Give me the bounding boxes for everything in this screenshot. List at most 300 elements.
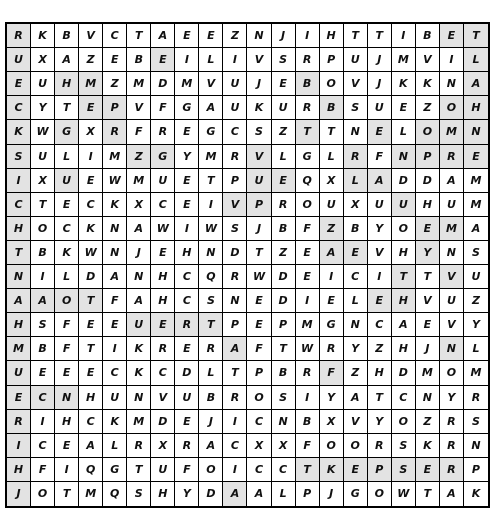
letter-cell[interactable]: M: [175, 72, 199, 96]
letter-cell[interactable]: E: [175, 24, 199, 48]
letter-cell[interactable]: L: [272, 482, 296, 506]
letter-cell[interactable]: S: [272, 386, 296, 410]
letter-cell[interactable]: L: [464, 337, 488, 361]
letter-cell[interactable]: L: [199, 361, 223, 385]
letter-cell[interactable]: F: [368, 145, 392, 169]
letter-cell[interactable]: N: [7, 265, 31, 289]
letter-cell[interactable]: M: [127, 169, 151, 193]
letter-cell[interactable]: C: [55, 217, 79, 241]
letter-cell[interactable]: O: [31, 217, 55, 241]
letter-cell[interactable]: T: [368, 24, 392, 48]
letter-cell[interactable]: Y: [31, 96, 55, 120]
letter-cell[interactable]: C: [223, 434, 247, 458]
letter-cell[interactable]: M: [127, 72, 151, 96]
letter-cell[interactable]: M: [392, 48, 416, 72]
letter-cell[interactable]: J: [247, 72, 271, 96]
letter-cell[interactable]: U: [31, 72, 55, 96]
letter-cell[interactable]: T: [272, 337, 296, 361]
letter-cell[interactable]: E: [79, 169, 103, 193]
letter-cell[interactable]: N: [344, 313, 368, 337]
letter-cell[interactable]: R: [175, 434, 199, 458]
letter-cell[interactable]: R: [223, 386, 247, 410]
letter-cell[interactable]: U: [223, 96, 247, 120]
letter-cell[interactable]: J: [320, 482, 344, 506]
letter-cell[interactable]: R: [464, 386, 488, 410]
letter-cell[interactable]: E: [175, 193, 199, 217]
letter-cell[interactable]: N: [464, 434, 488, 458]
letter-cell[interactable]: A: [199, 434, 223, 458]
letter-cell[interactable]: Y: [440, 386, 464, 410]
letter-cell[interactable]: U: [127, 313, 151, 337]
letter-cell[interactable]: S: [247, 120, 271, 144]
letter-cell[interactable]: M: [416, 361, 440, 385]
letter-cell[interactable]: K: [127, 361, 151, 385]
letter-cell[interactable]: T: [127, 24, 151, 48]
letter-cell[interactable]: X: [31, 169, 55, 193]
letter-cell[interactable]: T: [223, 361, 247, 385]
letter-cell[interactable]: W: [296, 337, 320, 361]
letter-cell[interactable]: Z: [223, 24, 247, 48]
letter-cell[interactable]: H: [368, 361, 392, 385]
letter-cell[interactable]: T: [464, 24, 488, 48]
letter-cell[interactable]: M: [296, 313, 320, 337]
letter-cell[interactable]: Q: [79, 458, 103, 482]
letter-cell[interactable]: O: [247, 386, 271, 410]
letter-cell[interactable]: D: [392, 169, 416, 193]
letter-cell[interactable]: F: [103, 289, 127, 313]
letter-cell[interactable]: C: [103, 361, 127, 385]
letter-cell[interactable]: T: [392, 265, 416, 289]
letter-cell[interactable]: D: [151, 410, 175, 434]
letter-cell[interactable]: O: [55, 289, 79, 313]
letter-cell[interactable]: N: [464, 120, 488, 144]
letter-cell[interactable]: L: [344, 169, 368, 193]
letter-cell[interactable]: U: [464, 265, 488, 289]
letter-cell[interactable]: Z: [272, 120, 296, 144]
letter-cell[interactable]: T: [416, 482, 440, 506]
letter-cell[interactable]: J: [272, 24, 296, 48]
letter-cell[interactable]: Z: [344, 361, 368, 385]
letter-cell[interactable]: C: [272, 458, 296, 482]
letter-cell[interactable]: D: [416, 169, 440, 193]
letter-cell[interactable]: U: [247, 169, 271, 193]
letter-cell[interactable]: S: [464, 410, 488, 434]
letter-cell[interactable]: H: [392, 241, 416, 265]
letter-cell[interactable]: T: [79, 337, 103, 361]
letter-cell[interactable]: A: [127, 217, 151, 241]
letter-cell[interactable]: T: [344, 24, 368, 48]
letter-cell[interactable]: N: [392, 145, 416, 169]
letter-cell[interactable]: E: [151, 48, 175, 72]
letter-cell[interactable]: H: [392, 289, 416, 313]
letter-cell[interactable]: Y: [464, 313, 488, 337]
letter-cell[interactable]: R: [440, 458, 464, 482]
letter-cell[interactable]: O: [368, 482, 392, 506]
letter-cell[interactable]: E: [464, 145, 488, 169]
letter-cell[interactable]: A: [464, 217, 488, 241]
letter-cell[interactable]: C: [368, 313, 392, 337]
letter-cell[interactable]: R: [223, 265, 247, 289]
letter-cell[interactable]: B: [127, 48, 151, 72]
letter-cell[interactable]: O: [296, 193, 320, 217]
letter-cell[interactable]: L: [320, 145, 344, 169]
letter-cell[interactable]: H: [392, 337, 416, 361]
letter-cell[interactable]: K: [416, 434, 440, 458]
letter-cell[interactable]: H: [464, 96, 488, 120]
letter-cell[interactable]: W: [199, 217, 223, 241]
letter-cell[interactable]: K: [416, 72, 440, 96]
letter-cell[interactable]: P: [247, 361, 271, 385]
letter-cell[interactable]: X: [320, 169, 344, 193]
letter-cell[interactable]: H: [416, 193, 440, 217]
letter-cell[interactable]: O: [440, 96, 464, 120]
letter-cell[interactable]: W: [31, 120, 55, 144]
letter-cell[interactable]: G: [296, 145, 320, 169]
letter-cell[interactable]: O: [392, 410, 416, 434]
letter-cell[interactable]: O: [320, 72, 344, 96]
letter-cell[interactable]: C: [223, 120, 247, 144]
letter-cell[interactable]: P: [247, 193, 271, 217]
letter-cell[interactable]: A: [320, 241, 344, 265]
letter-cell[interactable]: I: [392, 24, 416, 48]
letter-cell[interactable]: M: [464, 169, 488, 193]
letter-cell[interactable]: T: [416, 265, 440, 289]
letter-cell[interactable]: T: [368, 386, 392, 410]
letter-cell[interactable]: H: [151, 482, 175, 506]
letter-cell[interactable]: V: [440, 313, 464, 337]
letter-cell[interactable]: I: [296, 289, 320, 313]
letter-cell[interactable]: R: [344, 145, 368, 169]
letter-cell[interactable]: R: [296, 48, 320, 72]
letter-cell[interactable]: H: [320, 24, 344, 48]
letter-cell[interactable]: J: [127, 241, 151, 265]
letter-cell[interactable]: N: [223, 289, 247, 313]
letter-cell[interactable]: F: [31, 458, 55, 482]
letter-cell[interactable]: A: [55, 48, 79, 72]
letter-cell[interactable]: N: [127, 386, 151, 410]
letter-cell[interactable]: E: [55, 193, 79, 217]
letter-cell[interactable]: T: [296, 458, 320, 482]
letter-cell[interactable]: F: [55, 337, 79, 361]
letter-cell[interactable]: T: [320, 120, 344, 144]
letter-cell[interactable]: Z: [416, 96, 440, 120]
letter-cell[interactable]: L: [344, 289, 368, 313]
letter-cell[interactable]: G: [103, 458, 127, 482]
letter-cell[interactable]: R: [320, 337, 344, 361]
letter-cell[interactable]: R: [296, 96, 320, 120]
letter-cell[interactable]: U: [223, 72, 247, 96]
letter-cell[interactable]: C: [79, 193, 103, 217]
letter-cell[interactable]: X: [247, 434, 271, 458]
letter-cell[interactable]: C: [344, 265, 368, 289]
letter-cell[interactable]: Y: [175, 482, 199, 506]
letter-cell[interactable]: R: [296, 361, 320, 385]
letter-cell[interactable]: O: [320, 434, 344, 458]
letter-cell[interactable]: Z: [79, 48, 103, 72]
letter-cell[interactable]: S: [31, 313, 55, 337]
letter-cell[interactable]: V: [344, 72, 368, 96]
letter-cell[interactable]: M: [440, 217, 464, 241]
letter-cell[interactable]: W: [392, 482, 416, 506]
letter-cell[interactable]: Y: [175, 145, 199, 169]
letter-cell[interactable]: X: [320, 410, 344, 434]
letter-cell[interactable]: O: [31, 482, 55, 506]
letter-cell[interactable]: D: [175, 361, 199, 385]
letter-cell[interactable]: B: [416, 24, 440, 48]
letter-cell[interactable]: R: [272, 193, 296, 217]
letter-cell[interactable]: Z: [127, 145, 151, 169]
letter-cell[interactable]: E: [103, 313, 127, 337]
letter-cell[interactable]: E: [175, 337, 199, 361]
letter-cell[interactable]: G: [199, 120, 223, 144]
letter-cell[interactable]: K: [103, 193, 127, 217]
letter-cell[interactable]: D: [272, 265, 296, 289]
letter-cell[interactable]: E: [31, 361, 55, 385]
letter-cell[interactable]: K: [55, 241, 79, 265]
letter-cell[interactable]: H: [7, 217, 31, 241]
letter-cell[interactable]: I: [223, 48, 247, 72]
letter-cell[interactable]: E: [416, 217, 440, 241]
letter-cell[interactable]: T: [55, 96, 79, 120]
letter-cell[interactable]: A: [151, 24, 175, 48]
letter-cell[interactable]: C: [175, 289, 199, 313]
letter-cell[interactable]: E: [368, 289, 392, 313]
letter-cell[interactable]: C: [31, 434, 55, 458]
letter-cell[interactable]: E: [247, 289, 271, 313]
letter-cell[interactable]: A: [127, 289, 151, 313]
letter-cell[interactable]: S: [464, 241, 488, 265]
letter-cell[interactable]: C: [175, 265, 199, 289]
letter-cell[interactable]: J: [368, 48, 392, 72]
letter-cell[interactable]: S: [223, 217, 247, 241]
letter-cell[interactable]: D: [223, 241, 247, 265]
letter-cell[interactable]: N: [103, 217, 127, 241]
letter-cell[interactable]: R: [199, 337, 223, 361]
letter-cell[interactable]: B: [320, 96, 344, 120]
letter-cell[interactable]: D: [79, 265, 103, 289]
letter-cell[interactable]: A: [199, 96, 223, 120]
letter-cell[interactable]: V: [416, 48, 440, 72]
letter-cell[interactable]: D: [392, 361, 416, 385]
letter-cell[interactable]: B: [199, 386, 223, 410]
letter-cell[interactable]: Z: [320, 217, 344, 241]
letter-cell[interactable]: T: [31, 193, 55, 217]
letter-cell[interactable]: E: [440, 24, 464, 48]
letter-cell[interactable]: W: [151, 217, 175, 241]
letter-cell[interactable]: U: [272, 96, 296, 120]
letter-cell[interactable]: G: [320, 313, 344, 337]
letter-cell[interactable]: W: [247, 265, 271, 289]
letter-cell[interactable]: Q: [296, 169, 320, 193]
letter-cell[interactable]: F: [151, 96, 175, 120]
letter-cell[interactable]: P: [464, 458, 488, 482]
letter-cell[interactable]: A: [368, 169, 392, 193]
letter-cell[interactable]: K: [471, 487, 481, 501]
letter-cell[interactable]: C: [247, 458, 271, 482]
letter-cell[interactable]: K: [103, 410, 127, 434]
letter-cell[interactable]: V: [223, 193, 247, 217]
letter-cell[interactable]: V: [247, 145, 271, 169]
letter-cell[interactable]: N: [103, 241, 127, 265]
letter-cell[interactable]: U: [440, 289, 464, 313]
letter-cell[interactable]: S: [392, 434, 416, 458]
letter-cell[interactable]: N: [247, 24, 271, 48]
letter-cell[interactable]: U: [55, 169, 79, 193]
letter-cell[interactable]: E: [79, 361, 103, 385]
letter-cell[interactable]: H: [175, 241, 199, 265]
letter-cell[interactable]: Q: [199, 265, 223, 289]
letter-cell[interactable]: E: [320, 289, 344, 313]
letter-cell[interactable]: L: [272, 145, 296, 169]
letter-cell[interactable]: E: [7, 72, 31, 96]
letter-cell[interactable]: E: [199, 24, 223, 48]
letter-cell[interactable]: G: [55, 120, 79, 144]
letter-cell[interactable]: F: [55, 313, 79, 337]
letter-cell[interactable]: T: [296, 120, 320, 144]
letter-cell[interactable]: N: [127, 265, 151, 289]
letter-cell[interactable]: I: [440, 48, 464, 72]
letter-cell[interactable]: P: [272, 313, 296, 337]
letter-cell[interactable]: T: [55, 482, 79, 506]
letter-cell[interactable]: I: [175, 48, 199, 72]
letter-cell[interactable]: V: [416, 289, 440, 313]
letter-cell[interactable]: U: [103, 386, 127, 410]
letter-cell[interactable]: R: [223, 145, 247, 169]
letter-cell[interactable]: M: [464, 193, 488, 217]
letter-cell[interactable]: A: [440, 482, 464, 506]
letter-cell[interactable]: A: [223, 482, 247, 506]
letter-cell[interactable]: X: [79, 120, 103, 144]
letter-cell[interactable]: U: [7, 48, 31, 72]
letter-cell[interactable]: U: [151, 458, 175, 482]
letter-cell[interactable]: C: [31, 386, 55, 410]
letter-cell[interactable]: P: [320, 48, 344, 72]
letter-cell[interactable]: T: [199, 313, 223, 337]
letter-cell[interactable]: Q: [103, 482, 127, 506]
letter-cell[interactable]: I: [223, 410, 247, 434]
letter-cell[interactable]: V: [127, 96, 151, 120]
letter-cell[interactable]: L: [55, 145, 79, 169]
letter-cell[interactable]: I: [175, 217, 199, 241]
letter-cell[interactable]: H: [79, 386, 103, 410]
letter-cell[interactable]: T: [7, 241, 31, 265]
letter-cell[interactable]: U: [368, 193, 392, 217]
letter-cell[interactable]: U: [175, 386, 199, 410]
letter-cell[interactable]: N: [272, 410, 296, 434]
letter-cell[interactable]: O: [199, 458, 223, 482]
letter-cell[interactable]: Z: [464, 289, 488, 313]
letter-cell[interactable]: M: [464, 361, 488, 385]
letter-cell[interactable]: E: [175, 410, 199, 434]
letter-cell[interactable]: P: [223, 169, 247, 193]
letter-cell[interactable]: K: [320, 458, 344, 482]
letter-cell[interactable]: T: [247, 241, 271, 265]
letter-cell[interactable]: B: [296, 410, 320, 434]
letter-cell[interactable]: I: [31, 410, 55, 434]
letter-cell[interactable]: M: [79, 72, 103, 96]
letter-cell[interactable]: I: [79, 145, 103, 169]
letter-cell[interactable]: J: [7, 482, 31, 506]
letter-cell[interactable]: R: [440, 145, 464, 169]
letter-cell[interactable]: A: [464, 72, 488, 96]
letter-cell[interactable]: W: [103, 169, 127, 193]
letter-cell[interactable]: R: [127, 434, 151, 458]
letter-cell[interactable]: B: [272, 217, 296, 241]
letter-cell[interactable]: N: [440, 337, 464, 361]
letter-cell[interactable]: P: [368, 458, 392, 482]
letter-cell[interactable]: E: [392, 96, 416, 120]
letter-cell[interactable]: B: [31, 337, 55, 361]
letter-cell[interactable]: U: [344, 48, 368, 72]
letter-cell[interactable]: E: [272, 72, 296, 96]
letter-cell[interactable]: Y: [344, 337, 368, 361]
letter-cell[interactable]: C: [103, 24, 127, 48]
letter-cell[interactable]: E: [55, 434, 79, 458]
letter-cell[interactable]: M: [199, 145, 223, 169]
letter-cell[interactable]: I: [103, 337, 127, 361]
letter-cell[interactable]: R: [440, 434, 464, 458]
letter-cell[interactable]: I: [31, 265, 55, 289]
letter-cell[interactable]: C: [7, 193, 31, 217]
letter-cell[interactable]: S: [392, 458, 416, 482]
letter-cell[interactable]: R: [151, 120, 175, 144]
letter-cell[interactable]: J: [416, 337, 440, 361]
letter-cell[interactable]: H: [7, 313, 31, 337]
letter-cell[interactable]: M: [7, 337, 31, 361]
letter-cell[interactable]: Z: [272, 241, 296, 265]
letter-cell[interactable]: P: [103, 96, 127, 120]
letter-cell[interactable]: F: [127, 120, 151, 144]
letter-cell[interactable]: A: [440, 169, 464, 193]
letter-cell[interactable]: A: [223, 337, 247, 361]
letter-cell[interactable]: U: [392, 193, 416, 217]
letter-cell[interactable]: F: [247, 337, 271, 361]
letter-cell[interactable]: E: [296, 241, 320, 265]
letter-cell[interactable]: E: [272, 169, 296, 193]
letter-cell[interactable]: H: [7, 458, 31, 482]
letter-cell[interactable]: M: [127, 410, 151, 434]
letter-cell[interactable]: Y: [320, 386, 344, 410]
letter-cell[interactable]: V: [79, 24, 103, 48]
letter-cell[interactable]: D: [151, 72, 175, 96]
letter-cell[interactable]: E: [151, 241, 175, 265]
letter-cell[interactable]: V: [344, 410, 368, 434]
letter-cell[interactable]: V: [199, 72, 223, 96]
letter-cell[interactable]: V: [368, 241, 392, 265]
letter-cell[interactable]: U: [151, 169, 175, 193]
letter-cell[interactable]: R: [440, 410, 464, 434]
letter-cell[interactable]: B: [296, 72, 320, 96]
letter-cell[interactable]: V: [247, 48, 271, 72]
letter-cell[interactable]: P: [416, 145, 440, 169]
letter-cell[interactable]: I: [296, 24, 320, 48]
letter-cell[interactable]: A: [392, 313, 416, 337]
letter-cell[interactable]: D: [199, 482, 223, 506]
letter-cell[interactable]: M: [79, 482, 103, 506]
letter-cell[interactable]: E: [344, 458, 368, 482]
letter-cell[interactable]: T: [127, 458, 151, 482]
letter-cell[interactable]: C: [151, 193, 175, 217]
letter-cell[interactable]: M: [103, 145, 127, 169]
letter-cell[interactable]: N: [416, 386, 440, 410]
letter-cell[interactable]: R: [7, 410, 31, 434]
letter-cell[interactable]: K: [31, 24, 55, 48]
letter-cell[interactable]: Y: [368, 217, 392, 241]
letter-cell[interactable]: L: [55, 265, 79, 289]
letter-cell[interactable]: F: [320, 361, 344, 385]
letter-cell[interactable]: C: [247, 410, 271, 434]
letter-cell[interactable]: C: [392, 386, 416, 410]
